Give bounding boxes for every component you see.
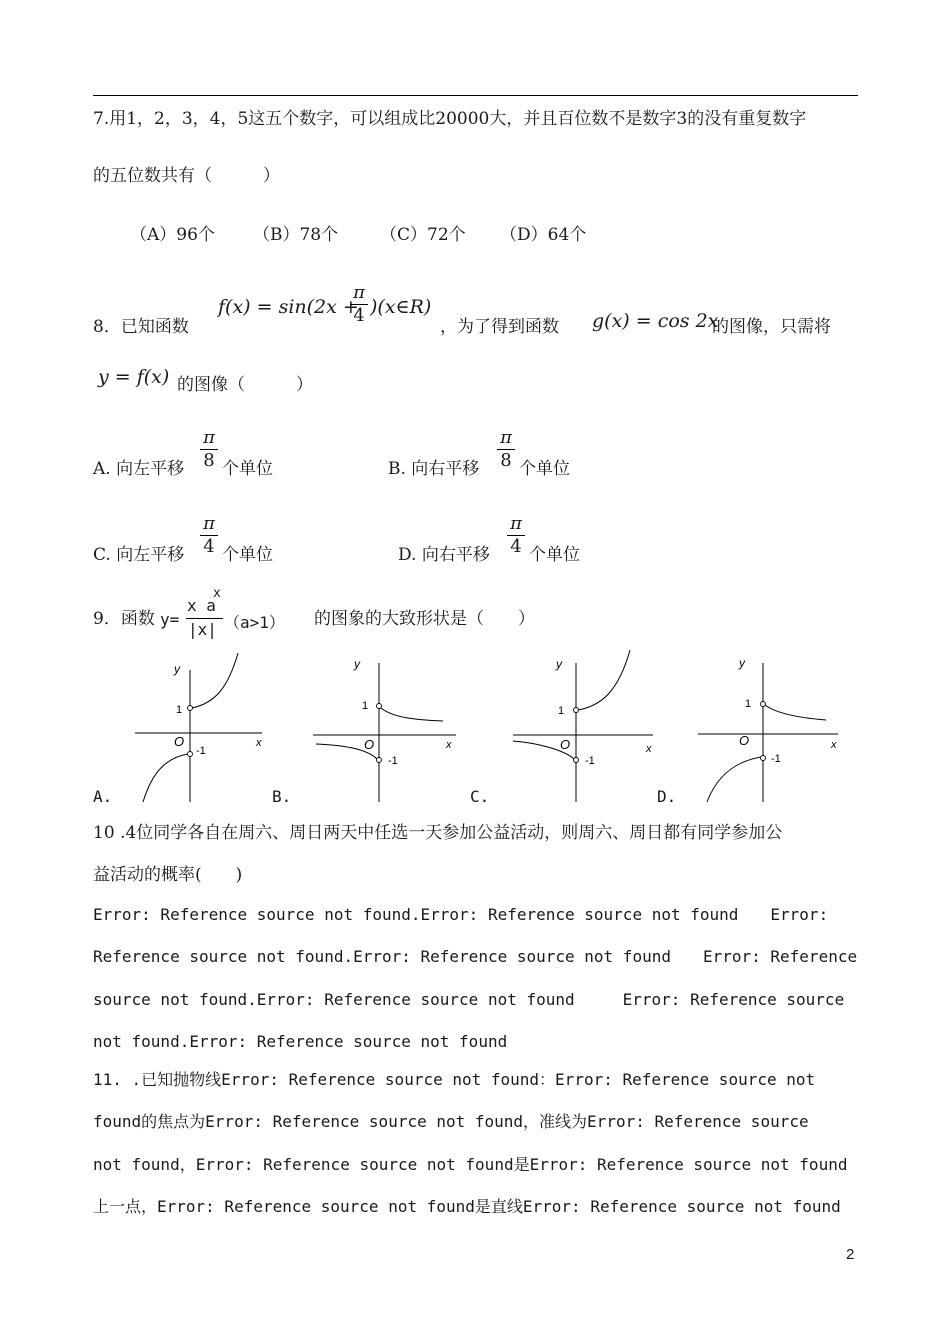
q9-formula-bar: [186, 618, 223, 619]
q9-suffix: 的图象的大致形状是（ ）: [314, 609, 535, 629]
page-number: 2: [846, 1246, 855, 1263]
open-dot-m1: [377, 758, 382, 763]
q9-formula-y: y=: [160, 610, 180, 629]
axis-x-label: x: [256, 737, 262, 749]
q9-graph-a: [130, 648, 275, 808]
frac-den: 8: [500, 450, 512, 471]
frac-num: π: [203, 513, 215, 534]
origin-label: O: [739, 733, 750, 748]
q9-graph-c: [508, 648, 663, 808]
q9-option-d-label: D.: [657, 787, 677, 806]
q10-error-line1: Error: Reference source not found.Error: Reference source not found Error:: [93, 905, 829, 924]
q8-line2: 的图像（ ）: [177, 375, 313, 395]
tick-m1: -1: [196, 745, 206, 757]
q8-option-c-unit: 个单位: [222, 545, 273, 565]
open-dot-m1: [761, 756, 766, 761]
q10-error-line4: not found.Error: Reference source not found: [93, 1032, 508, 1051]
q8-option-c-label: C. 向左平移: [93, 545, 185, 565]
q9-formula-num: x a: [187, 596, 216, 615]
q8-suffix: 的图像，只需将: [712, 317, 831, 337]
open-dot-1: [377, 704, 382, 709]
curve-right: [381, 708, 443, 721]
q10-line1: 10 .4位同学各自在周六、周日两天中任选一天参加公益活动，则周六、周日都有同学参加公: [93, 823, 783, 843]
frac-den: 8: [203, 450, 215, 471]
open-dot-m1: [188, 752, 193, 757]
axis-x-label: x: [831, 739, 837, 751]
q9-option-a-label: A.: [93, 787, 113, 806]
q8-f-lhs: f(x) = sin(2x +: [218, 296, 359, 318]
origin-label: O: [364, 737, 375, 752]
q8-option-d-frac: [507, 514, 525, 557]
frac-num: π: [510, 513, 522, 534]
q8-option-b-unit: 个单位: [519, 459, 570, 479]
curve-right: [765, 705, 826, 720]
axis-y-label: y: [174, 662, 180, 676]
origin-label: O: [560, 737, 571, 752]
open-dot-1: [574, 708, 579, 713]
q8-frac-num: π: [353, 282, 365, 303]
q10-line2: 益活动的概率( ): [93, 865, 243, 885]
tick-m1: -1: [585, 755, 595, 767]
tick-1: 1: [176, 704, 183, 716]
axis-x-label: x: [446, 739, 452, 751]
q8-g-func: g(x) = cos 2x: [592, 310, 719, 332]
q8-y-eq-f: y = f(x): [98, 366, 170, 388]
q8-option-b-label: B. 向右平移: [388, 459, 480, 479]
open-dot-1: [188, 706, 193, 711]
q10-error-line3: source not found.Error: Reference source not found Error: Reference source: [93, 990, 845, 1009]
q7-option-b: （B）78个: [253, 225, 339, 245]
axis-y-label: y: [354, 657, 360, 671]
curve-right: [578, 650, 630, 710]
q9-prefix: 9．函数: [93, 609, 155, 629]
q8-option-a-frac: [200, 428, 218, 471]
axis-y-label: y: [556, 657, 562, 671]
frac-num: π: [500, 427, 512, 448]
tick-m1: -1: [388, 755, 398, 767]
q8-frac-den: 4: [353, 305, 365, 326]
q11-line3: not found，Error: Reference source not found是Error: Reference source not found: [93, 1155, 848, 1174]
q8-option-a-unit: 个单位: [222, 459, 273, 479]
q7-option-a: （A）96个: [130, 225, 215, 245]
q8-pi-over-4: [350, 283, 368, 326]
frac-num: π: [203, 427, 215, 448]
q9-formula-cond: （a>1）: [224, 613, 285, 632]
q7-option-c: （C）72个: [380, 225, 466, 245]
q11-line1: 11. .已知抛物线Error: Reference source not found：Error: Reference source not: [93, 1070, 816, 1089]
q8-middle: ，为了得到函数: [440, 317, 559, 337]
tick-1: 1: [745, 698, 752, 710]
origin-label: O: [174, 734, 185, 749]
q8-option-d-label: D. 向右平移: [398, 545, 490, 565]
q8-prefix: 8．已知函数: [93, 317, 189, 337]
q8-option-c-frac: [200, 514, 218, 557]
open-dot-1: [761, 702, 766, 707]
q9-formula-exp: x: [213, 586, 221, 601]
q9-graph-d: [693, 648, 848, 808]
tick-m1: -1: [771, 753, 781, 765]
curve-left: [143, 754, 188, 802]
curve-right: [192, 653, 238, 708]
q9-option-b-label: B.: [272, 787, 292, 806]
q9-formula-den: |x|: [188, 620, 217, 639]
q8-option-a-label: A. 向左平移: [93, 459, 185, 479]
q8-option-b-frac: [497, 428, 515, 471]
q8-option-d-unit: 个单位: [529, 545, 580, 565]
axis-x-label: x: [646, 743, 652, 755]
q8-f-rhs: )(x∈R): [370, 296, 432, 318]
axis-y-label: y: [739, 656, 745, 670]
open-dot-m1: [574, 758, 579, 763]
curve-left: [707, 757, 761, 802]
q10-error-line2: Reference source not found.Error: Reference source not found Error: Reference: [93, 947, 858, 966]
frac-den: 4: [510, 536, 522, 557]
q7-option-d: （D）64个: [500, 225, 587, 245]
q11-line2: found的焦点为Error: Reference source not found，准线为Error: Reference source: [93, 1112, 809, 1131]
q11-line4: 上一点，Error: Reference source not found是直线Error: Reference source not found: [93, 1197, 841, 1216]
tick-1: 1: [558, 705, 565, 717]
q9-formula: [160, 586, 310, 644]
q7-line2: 的五位数共有（ ）: [93, 166, 280, 186]
header-rule: [93, 95, 858, 96]
q9-option-c-label: C.: [470, 787, 490, 806]
tick-1: 1: [362, 700, 369, 712]
frac-den: 4: [203, 536, 215, 557]
q9-graph-b: [308, 648, 468, 808]
q7-line1: 7.用1，2，3，4，5这五个数字，可以组成比20000大，并且百位数不是数字3的没有重复数字: [93, 109, 807, 129]
